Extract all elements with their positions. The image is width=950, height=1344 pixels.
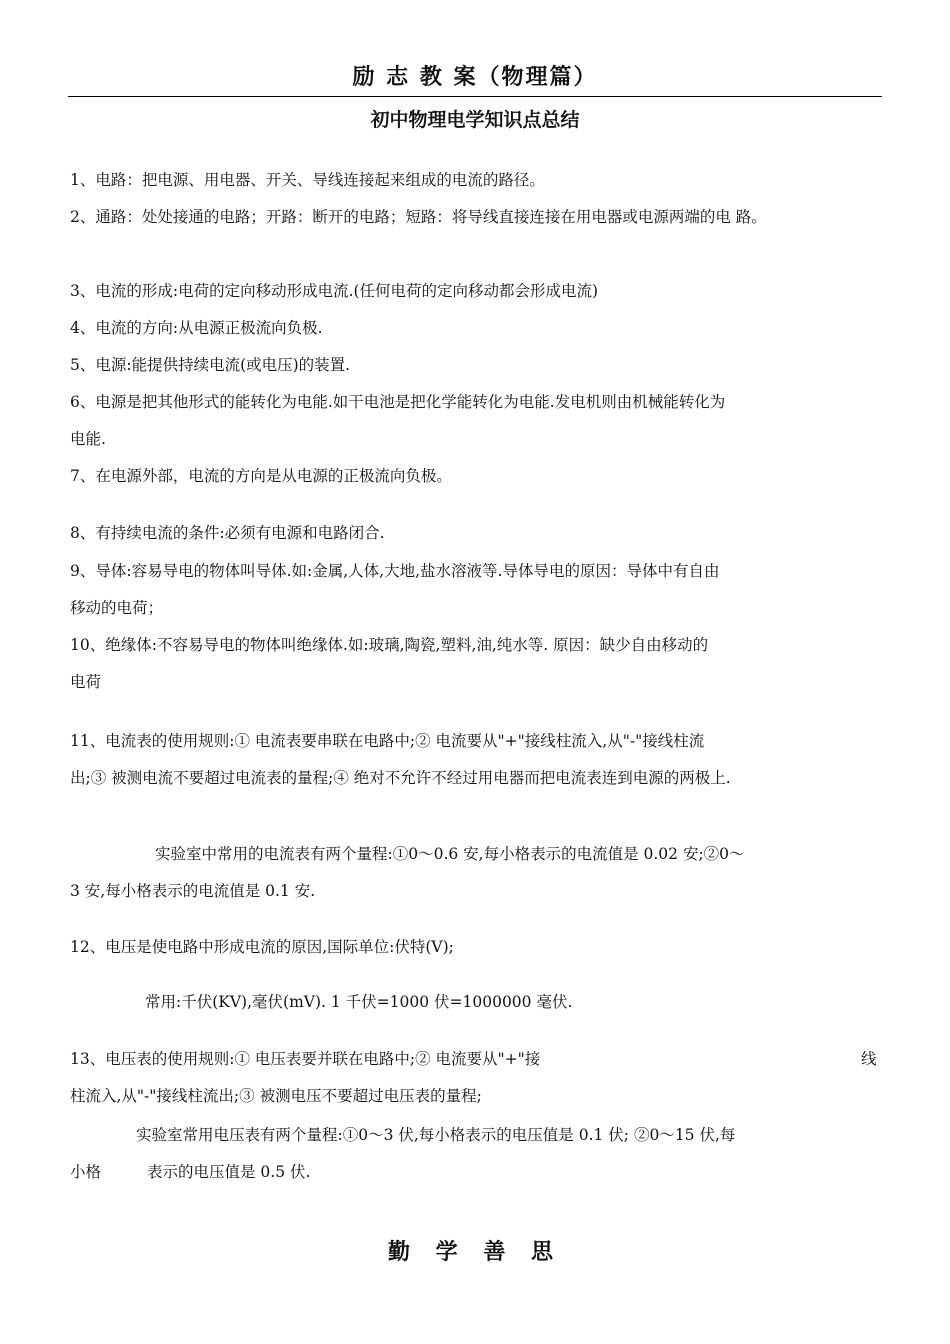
text-line: 线 [861, 1050, 877, 1068]
text-line: 3 安,每小格表示的电流值是 0.1 安. [70, 882, 316, 900]
text-line: 小格 [70, 1163, 102, 1181]
text-line: 5、电源:能提供持续电流(或电压)的装置. [70, 356, 351, 374]
page-header [68, 60, 882, 97]
text-line: 实验室中常用的电流表有两个量程:①0～0.6 安,每小格表示的电流值是 0.02 安;②0～ [155, 845, 745, 863]
text-line: 移动的电荷； [70, 599, 164, 617]
text-line: 3、电流的形成:电荷的定向移动形成电流.(任何电荷的定向移动都会形成电流) [70, 282, 599, 300]
document-title: 初中物理电学知识点总结 [370, 109, 580, 131]
text-line: 2、通路：处处接通的电路；开路：断开的电路；短路：将导线直接连接在用电器或电源两端的电 路。 [70, 208, 767, 226]
text-line: 电能. [70, 430, 106, 448]
text-line: 11、电流表的使用规则:① 电流表要串联在电路中;② 电流要从"+"接线柱流入,从"-"接线柱流 [70, 732, 705, 750]
footer-motto: 勤 学 善 思 [388, 1240, 562, 1265]
text-line: 柱流入,从"-"接线柱流出;③ 被测电压不要超过电压表的量程; [70, 1087, 482, 1105]
text-line: 电荷 [70, 673, 102, 691]
text-line: 出;③ 被测电流不要超过电流表的量程;④ 绝对不允许不经过用电器而把电流表连到电源的两极上. [70, 769, 731, 787]
text-line: 1、电路：把电源、用电器、开关、导线连接起来组成的电流的路径。 [70, 171, 545, 189]
text-line: 9、导体:容易导电的物体叫导体.如:金属,人体,大地,盐水溶液等.导体导电的原因：导体中有自由 [70, 562, 720, 580]
text-line: 4、电流的方向:从电源正极流向负极. [70, 319, 323, 337]
text-line: 10、绝缘体:不容易导电的物体叫绝缘体.如:玻璃,陶瓷,塑料,油,纯水等. 原因：缺少自由移动的 [70, 636, 709, 654]
text-line: 6、电源是把其他形式的能转化为电能.如干电池是把化学能转化为电能.发电机则由机械能转化为 [70, 393, 726, 411]
text-line: 8、有持续电流的条件:必须有电源和电路闭合. [70, 524, 385, 542]
text-line: 7、在电源外部，电流的方向是从电源的正极流向负极。 [70, 467, 452, 485]
text-line: 表示的电压值是 0.5 伏. [147, 1163, 311, 1181]
text-line: 13、电压表的使用规则:① 电压表要并联在电路中;② 电流要从"+"接 [70, 1050, 541, 1068]
text-line: 常用:千伏(KV),毫伏(mV). 1 千伏=1000 伏=1000000 毫伏. [145, 993, 573, 1011]
text-line: 实验室常用电压表有两个量程:①0～3 伏,每小格表示的电压值是 0.1 伏; ②0～15 伏,每 [136, 1126, 736, 1144]
header-title: 励 志 教 案（物理篇） [352, 65, 598, 90]
text-line: 12、电压是使电路中形成电流的原因,国际单位:伏特(V); [70, 938, 454, 956]
